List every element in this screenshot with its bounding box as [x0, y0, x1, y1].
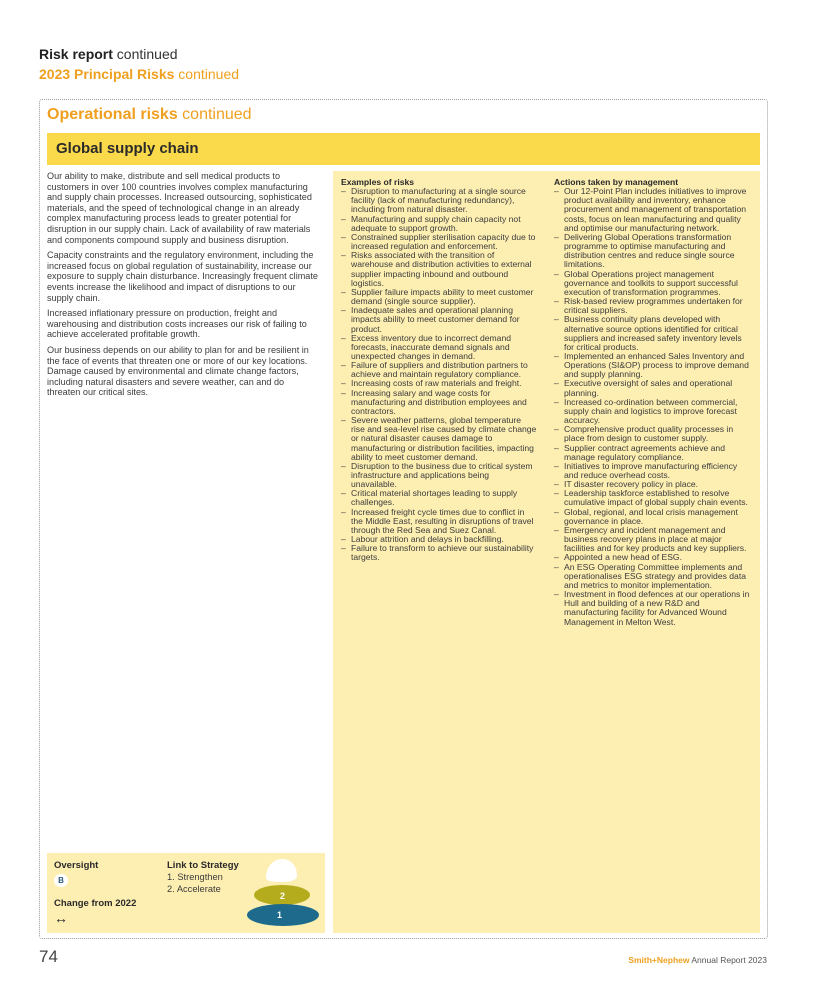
list-item: – Increasing costs of raw materials and freight. — [341, 379, 537, 388]
list-item: – Appointed a new head of ESG. — [554, 553, 750, 562]
list-item: – Business continuity plans developed with alternative source options identified for critical suppliers and increased safety inventory levels for critical products. — [554, 315, 750, 352]
list-item: – Our 12-Point Plan includes initiatives to improve product availability and inventory, enhance procurement and management of transportation costs, focus on lean manufacturing and quality and optimise our manufacturing network. — [554, 187, 750, 233]
strategy-item: 1. Strengthen — [167, 872, 223, 882]
stone-top — [266, 859, 297, 882]
list-item: – Disruption to manufacturing at a single source facility (lack of manufacturing redundancy), including from natural disaster. — [341, 187, 537, 214]
list-item: – Executive oversight of sales and operational planning. — [554, 379, 750, 397]
list-item: – Risk-based review programmes undertaken for critical suppliers. — [554, 297, 750, 315]
description-paragraph: Our business depends on our ability to plan for and be resilient in the face of events that threaten one or more of our key locations. Damage caused by environmental and climate change factors, including natural disasters and severe weather, can and do threaten our critical sites. — [47, 344, 309, 398]
actions-list — [554, 187, 750, 627]
list-item: – Investment in flood defences at our operations in Hull and building of a new R&D and manufacturing facility for Advanced Wound Management in Melton West. — [554, 590, 750, 627]
list-item: – Critical material shortages leading to supply challenges. — [341, 489, 537, 507]
risk-title-band — [47, 133, 760, 165]
list-item: – Failure of suppliers and distribution partners to achieve and maintain regulatory compliance. — [341, 361, 537, 379]
description-paragraph: Our ability to make, distribute and sell medical products to customers in over 100 countries involves complex manufacturing and supply chain processes. Increased outsourcing, sophisticated materials, and the speed of technological change in an already complex manufacturing process leads to greater potential for disruption in our supply chain. Lack of availability of raw materials and components compound supply and business disruption. — [47, 171, 312, 245]
list-item: – Labour attrition and delays in backfilling. — [341, 535, 537, 544]
section-header-bold: Risk report — [39, 46, 113, 62]
list-item: – Risks associated with the transition of warehouse and distribution activities to external supplier impacting inbound and outbound logistics. — [341, 251, 537, 288]
list-item: – Global Operations project management governance and toolkits to support successful execution of transformation programmes. — [554, 270, 750, 297]
subsection-header-bold: 2023 Principal Risks — [39, 66, 175, 82]
list-item: – Failure to transform to achieve our sustainability targets. — [341, 544, 537, 562]
stone-bottom — [247, 904, 319, 926]
category-title-rest: continued — [177, 106, 252, 123]
list-item: – Increased co-ordination between commercial, supply chain and logistics to improve forecast accuracy. — [554, 398, 750, 425]
stone-number-2: 2 — [280, 891, 286, 901]
list-item: – Leadership taskforce established to resolve cumulative impact of global supply chain events. — [554, 489, 750, 507]
list-item: – Global, regional, and local crisis management governance in place. — [554, 508, 750, 526]
list-item: – Severe weather patterns, global temperature rise and sea-level rise caused by climate change or natural disaster causes damage to manufacturing or distribution facilities, impacting ability to meet customer demand. — [341, 416, 537, 462]
list-item: – Initiatives to improve manufacturing efficiency and reduce overhead costs. — [554, 462, 750, 480]
list-item: – Constrained supplier sterilisation capacity due to increased regulation and enforcement. — [341, 233, 537, 251]
report-title: Annual Report 2023 — [689, 955, 767, 965]
oversight-label: Oversight — [54, 860, 99, 871]
category-title-bold: Operational risks — [47, 106, 178, 123]
page-number: 74 — [39, 947, 58, 966]
list-item: – Manufacturing and supply chain capacity not adequate to support growth. — [341, 215, 537, 233]
risk-description — [47, 171, 319, 403]
description-paragraph: Increased inflationary pressure on production, freight and warehousing and distribution costs increases our risk of failing to achieve accelerated profitable growth. — [47, 308, 307, 340]
list-item: – Supplier contract agreements achieve and manage regulatory compliance. — [554, 444, 750, 462]
list-item: – Supplier failure impacts ability to meet customer demand (single source supplier). — [341, 288, 537, 306]
list-item: – Comprehensive product quality processes in place from design to customer supply. — [554, 425, 750, 443]
footer-brand — [628, 955, 767, 965]
list-item: – IT disaster recovery policy in place. — [554, 480, 750, 489]
list-item: – Increased freight cycle times due to conflict in the Middle East, resulting in disruptions of travel through the Red Sea and Suez Canal. — [341, 508, 537, 535]
strategy-item: 2. Accelerate — [167, 884, 221, 894]
list-item: – An ESG Operating Committee implements and operationalises ESG strategy and provides data and metrics to monitor implementation. — [554, 563, 750, 590]
list-item: – Emergency and incident management and business recovery plans in place at major facilities and for key products and key suppliers. — [554, 526, 750, 553]
examples-heading: Examples of risks — [341, 177, 415, 187]
stone-number-1: 1 — [277, 910, 283, 920]
list-item: – Disruption to the business due to critical system infrastructure and applications being unavailable. — [341, 462, 537, 489]
examples-of-risks — [341, 178, 537, 563]
risk-title: Global supply chain — [56, 140, 199, 157]
list-item: – Implemented an enhanced Sales Inventory and Operations (SI&OP) process to improve demand and supply planning. — [554, 352, 750, 379]
brand-name: Smith+Nephew — [628, 955, 690, 965]
list-item: – Excess inventory due to incorrect demand forecasts, inaccurate demand signals and unexpected changes in demand. — [341, 334, 537, 361]
actions-taken — [554, 178, 750, 627]
oversight-badge: B — [54, 874, 68, 887]
category-title — [47, 106, 252, 124]
horizontal-arrow-icon: ↔ — [54, 910, 68, 926]
examples-list — [341, 187, 537, 562]
list-item: – Delivering Global Operations transformation programme to optimise manufacturing and distribution centres and reduce single source limitations. — [554, 233, 750, 270]
actions-heading: Actions taken by management — [554, 177, 679, 187]
section-header-rest: continued — [112, 46, 178, 62]
section-header — [39, 46, 178, 62]
list-item: – Inadequate sales and operational planning impacts ability to meet customer demand for product. — [341, 306, 537, 333]
strategy-label: Link to Strategy — [167, 860, 239, 871]
subsection-header — [39, 66, 239, 82]
subsection-header-rest: continued — [174, 66, 240, 82]
strategy-stones-icon — [244, 858, 322, 928]
list-item: – Increasing salary and wage costs for manufacturing and distribution employees and contractors. — [341, 389, 537, 416]
description-paragraph: Capacity constraints and the regulatory environment, including the increased focus on global regulation of sustainability, increase our exposure to supply chain disturbance. Increasingly frequent climate events increase the likelihood and impact of disruptions to our supply chain. — [47, 250, 318, 303]
change-label: Change from 2022 — [54, 898, 137, 909]
